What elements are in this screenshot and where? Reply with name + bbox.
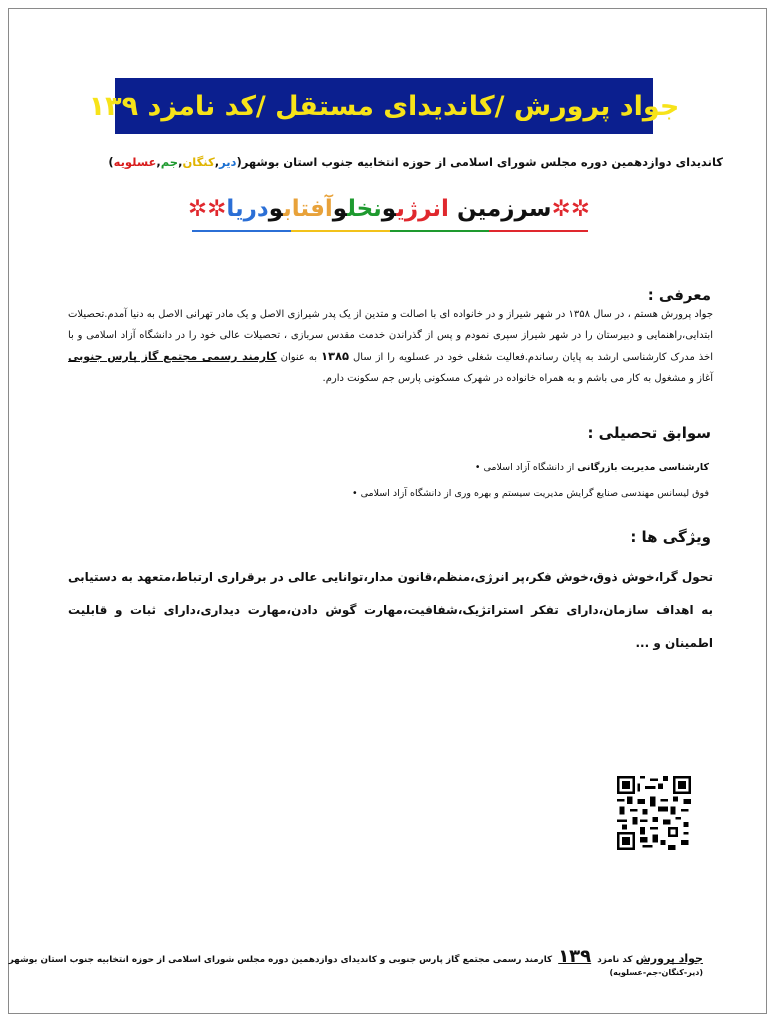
footer-code: ۱۳۹ — [558, 946, 592, 967]
footer-desc: کارمند رسمی مجتمع گاز پارس جنوبی و کاندیدای دوازدهمین دوره مجلس شورای اسلامی از حوزه انتخابیه جنوب استان بوشهر — [8, 955, 556, 965]
qr-code-icon — [617, 776, 691, 850]
slogan-stars-start: ✲✲ — [551, 196, 590, 222]
slogan-word-energy: انرژی — [396, 196, 449, 222]
education-item-2-text: فوق لیسانس مهندسی صنایع گرایش مدیریت سیستم و بهره وری از دانشگاه آزاد اسلامی • — [351, 488, 709, 499]
subtitle-sep: , — [178, 155, 183, 169]
subtitle-city-4: عسلویه — [113, 155, 157, 169]
slogan-word-sea: دریا — [226, 196, 269, 222]
intro-paragraph — [68, 304, 713, 389]
subtitle-city-3: جم — [160, 155, 179, 169]
subtitle-close: ) — [108, 155, 114, 169]
intro-employee: کارمند رسمی مجتمع گاز پارس جنوبی — [68, 350, 277, 363]
slogan-word-palm: نخل — [347, 196, 382, 222]
intro-text-2: به عنوان — [276, 352, 321, 363]
features-heading: ویژگی ها : — [630, 528, 711, 546]
subtitle-sep: , — [156, 155, 161, 169]
footer-name: جواد پرورش — [635, 952, 703, 965]
intro-text-3: آغاز و مشغول به کار می باشم و به همراه خانواده در شهرک مسکونی پارس جم سکونت دارم. — [322, 373, 713, 384]
intro-heading: معرفی : — [647, 286, 711, 304]
education-item-2 — [352, 488, 709, 499]
footer-line — [9, 946, 703, 967]
footer-code-label: کد نامزد — [594, 955, 636, 965]
slogan-word-sun: آفتاب — [283, 196, 333, 222]
features-text: تحول گرا،خوش ذوق،خوش فکر،پر انرژی،منظم،قانون مدار،توانایی عالی در برقراری ارتباط،متعهد به دستیابی به اهداف سازمان،دارای تفکر استراتژیک،شفافیت،مهارت گوش دادن،مهارت دیداری،دارای ثبات و قابلیت اطمینان و ... — [68, 570, 713, 650]
education-item-1-degree: کارشناسی مدیریت بازرگانی — [577, 462, 709, 473]
subtitle-sep: , — [214, 155, 220, 169]
slogan-conj: و — [332, 196, 348, 222]
subtitle-city-1: دیر — [219, 155, 237, 169]
education-heading: سوابق تحصیلی : — [587, 424, 711, 442]
education-item-1-rest: از دانشگاه آزاد اسلامی • — [474, 462, 578, 473]
slogan — [187, 196, 590, 222]
subtitle-main: کاندیدای دوازدهمین دوره مجلس شورای اسلامی از حوزه انتخابیه جنوب استان بوشهر — [241, 155, 723, 169]
slogan-conj: و — [268, 196, 284, 222]
title-banner — [88, 78, 680, 134]
intro-year: ۱۳۸۵ — [320, 349, 350, 363]
slogan-underline — [192, 230, 588, 232]
education-item-1 — [475, 462, 709, 473]
slogan-stars-end: ✲✲ — [187, 196, 227, 222]
slogan-conj: و — [381, 196, 397, 222]
candidate-subtitle — [83, 155, 723, 169]
intro-text-1: جواد پرورش هستم ، در سال ۱۳۵۸ در شهر شیراز و در خانواده ای با اصالت و متدین از یک پدر شیرازی الاصل و یک مادر تهرانی الاصل به دنیا آمدم.تحصیلات ابتدایی،راهنمایی و دبیرستان را در شهر شیراز سپری نمودم و پس از گذراندن خدمت مقدس سربازی ، تحصیلات عالی خود را در دانشگاه آزاد اسلامی و با اخذ مدرک کارشناسی ارشد به پایان رساندم.فعالیت شغلی خود در عسلویه را از سال — [68, 309, 714, 363]
footer-sub: (دیر-کنگان-جم-عسلویه) — [609, 968, 703, 977]
slogan-prefix: سرزمین — [448, 196, 552, 222]
subtitle-open: ( — [236, 155, 242, 169]
page-title: جواد پرورش /کاندیدای مستقل /کد نامزد ۱۳۹ — [88, 90, 680, 122]
subtitle-city-2: کنگان — [182, 155, 215, 169]
